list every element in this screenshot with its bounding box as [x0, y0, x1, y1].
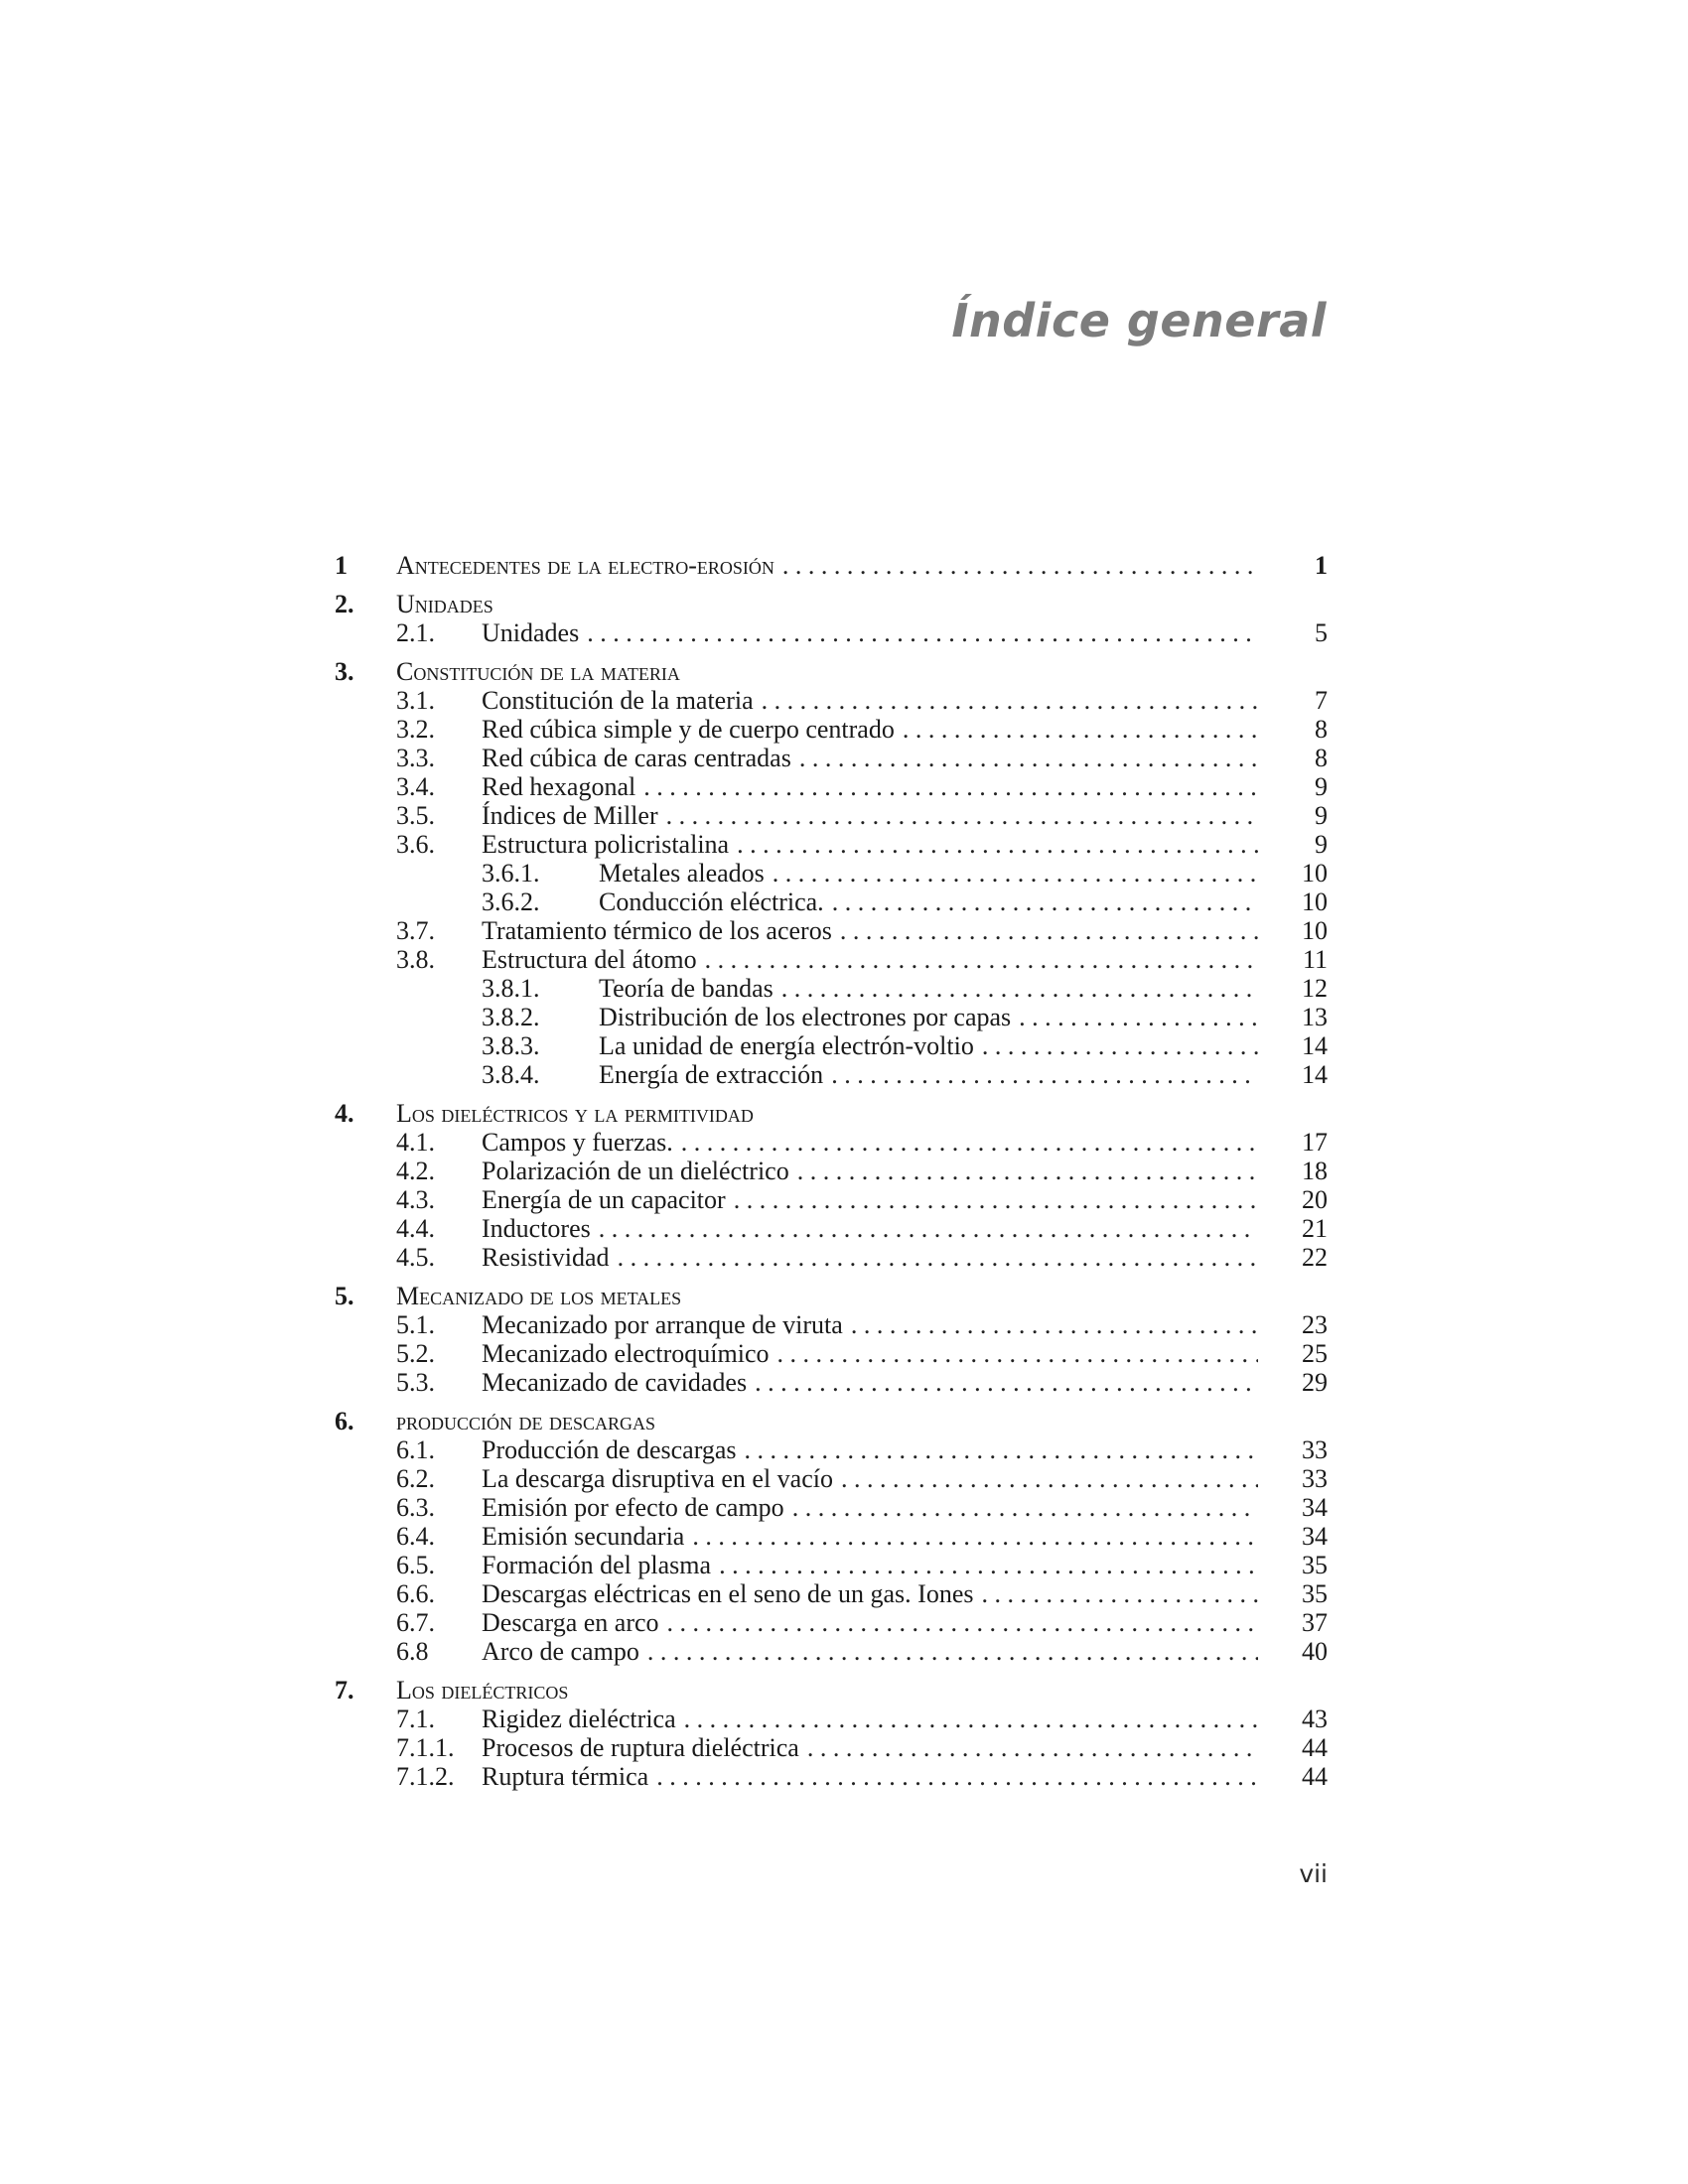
entry-title-wrap	[482, 744, 1258, 772]
entry-title: Arco de campo	[482, 1637, 639, 1666]
dot-leader	[1019, 1003, 1258, 1031]
entry-number: 6.6.	[396, 1579, 435, 1608]
entry-number: 3.6.1.	[482, 859, 540, 887]
entry-page-number: 25	[1302, 1339, 1328, 1368]
entry-page-number: 8	[1315, 715, 1328, 744]
entry-title: Formación del plasma	[482, 1551, 712, 1579]
entry-title: Energía de extracción	[599, 1060, 824, 1089]
entry-number: 3.6.	[396, 830, 435, 859]
dot-leader	[982, 1579, 1259, 1608]
entry-title: Mecanizado electroquímico	[482, 1339, 770, 1368]
toc-section-entry	[335, 744, 1328, 772]
dot-leader	[737, 830, 1258, 859]
entry-number: 3.1.	[396, 686, 435, 715]
toc-section-entry	[335, 1243, 1328, 1272]
entry-page-number: 11	[1302, 945, 1328, 974]
dot-leader	[807, 1733, 1258, 1762]
entry-number: 7.1.2.	[396, 1762, 455, 1791]
toc-section-entry	[335, 1214, 1328, 1243]
entry-title: Mecanizado por arranque de viruta	[482, 1310, 843, 1339]
entry-title: Estructura del átomo	[482, 945, 697, 974]
toc-subsection-entry	[335, 859, 1328, 887]
dot-leader	[745, 1435, 1258, 1464]
toc-section-entry	[335, 1493, 1328, 1522]
entry-number: 3.5.	[396, 801, 435, 830]
entry-page-number: 35	[1302, 1579, 1328, 1608]
entry-number: 3.8.4.	[482, 1060, 540, 1089]
entry-title: Tratamiento térmico de los aceros	[482, 916, 832, 945]
entry-title-wrap	[482, 772, 1258, 801]
entry-title: Energía de un capacitor	[482, 1185, 726, 1214]
entry-number: 6.4.	[396, 1522, 435, 1551]
toc-subsection-entry	[335, 1060, 1328, 1089]
entry-title-wrap	[482, 1608, 1258, 1637]
dot-leader	[643, 772, 1258, 801]
entry-title: Resistividad	[482, 1243, 610, 1272]
chapter-number: 7.	[335, 1676, 354, 1705]
toc-section-entry	[335, 1368, 1328, 1397]
toc-section-entry	[335, 830, 1328, 859]
entry-number: 3.8.3.	[482, 1031, 540, 1060]
dot-leader	[666, 801, 1258, 830]
dot-leader	[762, 686, 1258, 715]
entry-number: 7.1.	[396, 1705, 435, 1733]
chapter-number: 3.	[335, 657, 354, 686]
entry-title: La unidad de energía electrón-voltio	[599, 1031, 974, 1060]
dot-leader	[618, 1243, 1258, 1272]
dot-leader	[705, 945, 1258, 974]
dot-leader	[903, 715, 1258, 744]
entry-page-number: 10	[1302, 916, 1328, 945]
dot-leader	[982, 1031, 1258, 1060]
dot-leader	[656, 1762, 1258, 1791]
entry-number: 3.8.	[396, 945, 435, 974]
entry-page-number: 44	[1302, 1733, 1328, 1762]
entry-number: 6.1.	[396, 1435, 435, 1464]
toc-chapter-heading	[335, 1099, 1328, 1128]
entry-page-number: 37	[1302, 1608, 1328, 1637]
entry-title-wrap	[482, 1368, 1258, 1397]
entry-page-number: 5	[1315, 618, 1328, 647]
entry-title-wrap	[482, 1637, 1258, 1666]
entry-number: 5.2.	[396, 1339, 435, 1368]
entry-title: Descargas eléctricas en el seno de un gas. Iones	[482, 1579, 974, 1608]
entry-title: Constitución de la materia	[482, 686, 754, 715]
entry-title: Red cúbica simple y de cuerpo centrado	[482, 715, 895, 744]
entry-page-number: 43	[1302, 1705, 1328, 1733]
entry-title: Emisión secundaria	[482, 1522, 685, 1551]
entry-number: 6.8	[396, 1637, 429, 1666]
entry-title: Rigidez dieléctrica	[482, 1705, 676, 1733]
entry-page-number: 29	[1302, 1368, 1328, 1397]
entry-title-wrap	[482, 618, 1258, 647]
dot-leader	[755, 1368, 1258, 1397]
entry-title: Polarización de un dieléctrico	[482, 1157, 789, 1185]
toc-section-entry	[335, 945, 1328, 974]
entry-page-number: 12	[1302, 974, 1328, 1003]
entry-title-wrap	[599, 859, 1258, 887]
toc-section-entry	[335, 1579, 1328, 1608]
entry-page-number: 22	[1302, 1243, 1328, 1272]
entry-title: Ruptura térmica	[482, 1762, 649, 1791]
entry-page-number: 8	[1315, 744, 1328, 772]
toc-subsection-entry	[335, 1003, 1328, 1031]
entry-title-wrap	[482, 1243, 1258, 1272]
entry-title-wrap	[599, 1031, 1258, 1060]
chapter-number: 1	[335, 551, 348, 580]
entry-page-number: 23	[1302, 1310, 1328, 1339]
entry-title-wrap	[482, 1310, 1258, 1339]
entry-page-number: 14	[1302, 1060, 1328, 1089]
entry-number: 3.6.2.	[482, 887, 540, 916]
toc-section-entry	[335, 686, 1328, 715]
toc-chapter	[335, 1099, 1328, 1272]
entry-title-wrap	[482, 945, 1258, 974]
dot-leader	[647, 1637, 1258, 1666]
dot-leader	[851, 1310, 1258, 1339]
entry-number: 4.3.	[396, 1185, 435, 1214]
entry-number: 2.1.	[396, 618, 435, 647]
dot-leader	[734, 1185, 1258, 1214]
dot-leader	[773, 859, 1258, 887]
entry-page-number: 21	[1302, 1214, 1328, 1243]
entry-title: Distribución de los electrones por capas	[599, 1003, 1012, 1031]
toc-section-entry	[335, 1551, 1328, 1579]
page-title: Índice general	[951, 294, 1327, 347]
dot-leader	[781, 974, 1258, 1003]
dot-leader	[667, 1608, 1258, 1637]
dot-leader	[599, 1214, 1258, 1243]
entry-page-number: 10	[1302, 859, 1328, 887]
entry-number: 3.8.1.	[482, 974, 540, 1003]
entry-title-wrap	[482, 1435, 1258, 1464]
table-of-contents	[335, 551, 1328, 1801]
entry-title: Mecanizado de cavidades	[482, 1368, 748, 1397]
entry-title: Estructura policristalina	[482, 830, 730, 859]
dot-leader	[782, 551, 1258, 580]
chapter-page-number: 1	[1315, 551, 1328, 580]
dot-leader	[797, 1157, 1258, 1185]
entry-page-number: 9	[1315, 801, 1328, 830]
entry-number: 6.7.	[396, 1608, 435, 1637]
toc-section-entry	[335, 1185, 1328, 1214]
entry-title-wrap	[482, 686, 1258, 715]
entry-page-number: 40	[1302, 1637, 1328, 1666]
toc-section-entry	[335, 1608, 1328, 1637]
toc-chapter-heading	[335, 1676, 1328, 1705]
entry-number: 3.7.	[396, 916, 435, 945]
dot-leader	[832, 887, 1258, 916]
entry-title-wrap	[482, 1214, 1258, 1243]
entry-title-wrap	[482, 1733, 1258, 1762]
dot-leader	[681, 1128, 1258, 1157]
toc-subsection-entry	[335, 974, 1328, 1003]
dot-leader	[587, 618, 1258, 647]
entry-number: 3.3.	[396, 744, 435, 772]
toc-section-entry	[335, 1128, 1328, 1157]
entry-number: 7.1.1.	[396, 1733, 455, 1762]
chapter-title-wrap	[396, 551, 1258, 580]
toc-chapter	[335, 1676, 1328, 1791]
entry-title-wrap	[482, 1551, 1258, 1579]
entry-page-number: 17	[1302, 1128, 1328, 1157]
entry-title: Conducción eléctrica.	[599, 887, 824, 916]
toc-chapter-heading	[335, 1407, 1328, 1435]
entry-title-wrap	[482, 1157, 1258, 1185]
entry-title: Metales aleados	[599, 859, 765, 887]
toc-chapter	[335, 657, 1328, 1089]
entry-title: Producción de descargas	[482, 1435, 737, 1464]
chapter-title-wrap	[396, 1282, 1328, 1310]
entry-number: 4.4.	[396, 1214, 435, 1243]
toc-chapter	[335, 590, 1328, 647]
entry-page-number: 10	[1302, 887, 1328, 916]
toc-section-entry	[335, 1522, 1328, 1551]
chapter-title: Constitución de la materia	[396, 657, 680, 686]
chapter-number: 2.	[335, 590, 354, 618]
entry-page-number: 20	[1302, 1185, 1328, 1214]
chapter-title-wrap	[396, 1099, 1328, 1128]
chapter-title-wrap	[396, 657, 1328, 686]
dot-leader	[840, 916, 1258, 945]
chapter-title: Los dieléctricos y la permitividad	[396, 1099, 754, 1128]
chapter-title: Mecanizado de los metales	[396, 1282, 682, 1310]
entry-number: 6.2.	[396, 1464, 435, 1493]
chapter-title: producción de descargas	[396, 1407, 656, 1435]
entry-title-wrap	[482, 715, 1258, 744]
entry-number: 3.4.	[396, 772, 435, 801]
toc-section-entry	[335, 618, 1328, 647]
dot-leader	[799, 744, 1258, 772]
entry-page-number: 9	[1315, 830, 1328, 859]
toc-section-entry	[335, 1310, 1328, 1339]
chapter-number: 4.	[335, 1099, 354, 1128]
entry-title-wrap	[482, 830, 1258, 859]
page-number: vii	[1299, 1859, 1328, 1888]
chapter-number: 5.	[335, 1282, 354, 1310]
chapter-title-wrap	[396, 590, 1328, 618]
entry-title-wrap	[482, 1339, 1258, 1368]
dot-leader	[792, 1493, 1258, 1522]
entry-title: Inductores	[482, 1214, 591, 1243]
toc-section-entry	[335, 1435, 1328, 1464]
entry-number: 3.8.2.	[482, 1003, 540, 1031]
entry-title: Red cúbica de caras centradas	[482, 744, 791, 772]
toc-chapter	[335, 1282, 1328, 1397]
entry-title-wrap	[482, 1522, 1258, 1551]
entry-title: Red hexagonal	[482, 772, 636, 801]
entry-title: Teoría de bandas	[599, 974, 774, 1003]
entry-title: Emisión por efecto de campo	[482, 1493, 784, 1522]
entry-title: Procesos de ruptura dieléctrica	[482, 1733, 799, 1762]
entry-title-wrap	[482, 1705, 1258, 1733]
chapter-title: Los dieléctricos	[396, 1676, 569, 1705]
toc-subsection-entry	[335, 1031, 1328, 1060]
entry-number: 5.3.	[396, 1368, 435, 1397]
chapter-title-wrap	[396, 1676, 1328, 1705]
toc-section-entry	[335, 916, 1328, 945]
entry-title: Unidades	[482, 618, 580, 647]
entry-title-wrap	[482, 916, 1258, 945]
entry-title-wrap	[482, 1579, 1258, 1608]
entry-page-number: 13	[1302, 1003, 1328, 1031]
toc-chapter-heading	[335, 551, 1328, 580]
toc-chapter	[335, 551, 1328, 580]
toc-subsection-entry	[335, 887, 1328, 916]
entry-title-wrap	[482, 1128, 1258, 1157]
dot-leader	[719, 1551, 1258, 1579]
entry-page-number: 33	[1302, 1435, 1328, 1464]
entry-page-number: 33	[1302, 1464, 1328, 1493]
entry-title-wrap	[482, 1185, 1258, 1214]
entry-page-number: 34	[1302, 1493, 1328, 1522]
entry-title-wrap	[599, 887, 1258, 916]
entry-page-number: 34	[1302, 1522, 1328, 1551]
entry-page-number: 14	[1302, 1031, 1328, 1060]
entry-number: 4.1.	[396, 1128, 435, 1157]
toc-chapter-heading	[335, 590, 1328, 618]
dot-leader	[684, 1705, 1258, 1733]
entry-page-number: 18	[1302, 1157, 1328, 1185]
toc-section-entry	[335, 772, 1328, 801]
dot-leader	[776, 1339, 1258, 1368]
toc-section-entry	[335, 1464, 1328, 1493]
entry-title-wrap	[599, 1060, 1258, 1089]
chapter-title: Unidades	[396, 590, 493, 618]
entry-page-number: 44	[1302, 1762, 1328, 1791]
entry-title: La descarga disruptiva en el vacío	[482, 1464, 833, 1493]
entry-number: 4.2.	[396, 1157, 435, 1185]
toc-section-entry	[335, 1733, 1328, 1762]
toc-chapter-heading	[335, 1282, 1328, 1310]
entry-number: 4.5.	[396, 1243, 435, 1272]
entry-page-number: 35	[1302, 1551, 1328, 1579]
entry-title: Campos y fuerzas.	[482, 1128, 673, 1157]
entry-title-wrap	[482, 1493, 1258, 1522]
toc-section-entry	[335, 1637, 1328, 1666]
toc-section-entry	[335, 1762, 1328, 1791]
toc-section-entry	[335, 1157, 1328, 1185]
entry-title: Descarga en arco	[482, 1608, 659, 1637]
entry-page-number: 9	[1315, 772, 1328, 801]
entry-number: 6.5.	[396, 1551, 435, 1579]
entry-number: 5.1.	[396, 1310, 435, 1339]
dot-leader	[692, 1522, 1258, 1551]
dot-leader	[841, 1464, 1258, 1493]
chapter-title: Antecedentes de la electro-erosión	[396, 551, 774, 580]
entry-number: 3.2.	[396, 715, 435, 744]
dot-leader	[831, 1060, 1258, 1089]
toc-section-entry	[335, 1705, 1328, 1733]
toc-section-entry	[335, 1339, 1328, 1368]
toc-chapter	[335, 1407, 1328, 1666]
entry-title: Índices de Miller	[482, 801, 658, 830]
toc-chapter-heading	[335, 657, 1328, 686]
entry-number: 6.3.	[396, 1493, 435, 1522]
entry-title-wrap	[599, 1003, 1258, 1031]
toc-section-entry	[335, 801, 1328, 830]
entry-title-wrap	[482, 1762, 1258, 1791]
toc-section-entry	[335, 715, 1328, 744]
entry-title-wrap	[482, 801, 1258, 830]
entry-page-number: 7	[1315, 686, 1328, 715]
entry-title-wrap	[482, 1464, 1258, 1493]
chapter-title-wrap	[396, 1407, 1328, 1435]
entry-title-wrap	[599, 974, 1258, 1003]
chapter-number: 6.	[335, 1407, 354, 1435]
